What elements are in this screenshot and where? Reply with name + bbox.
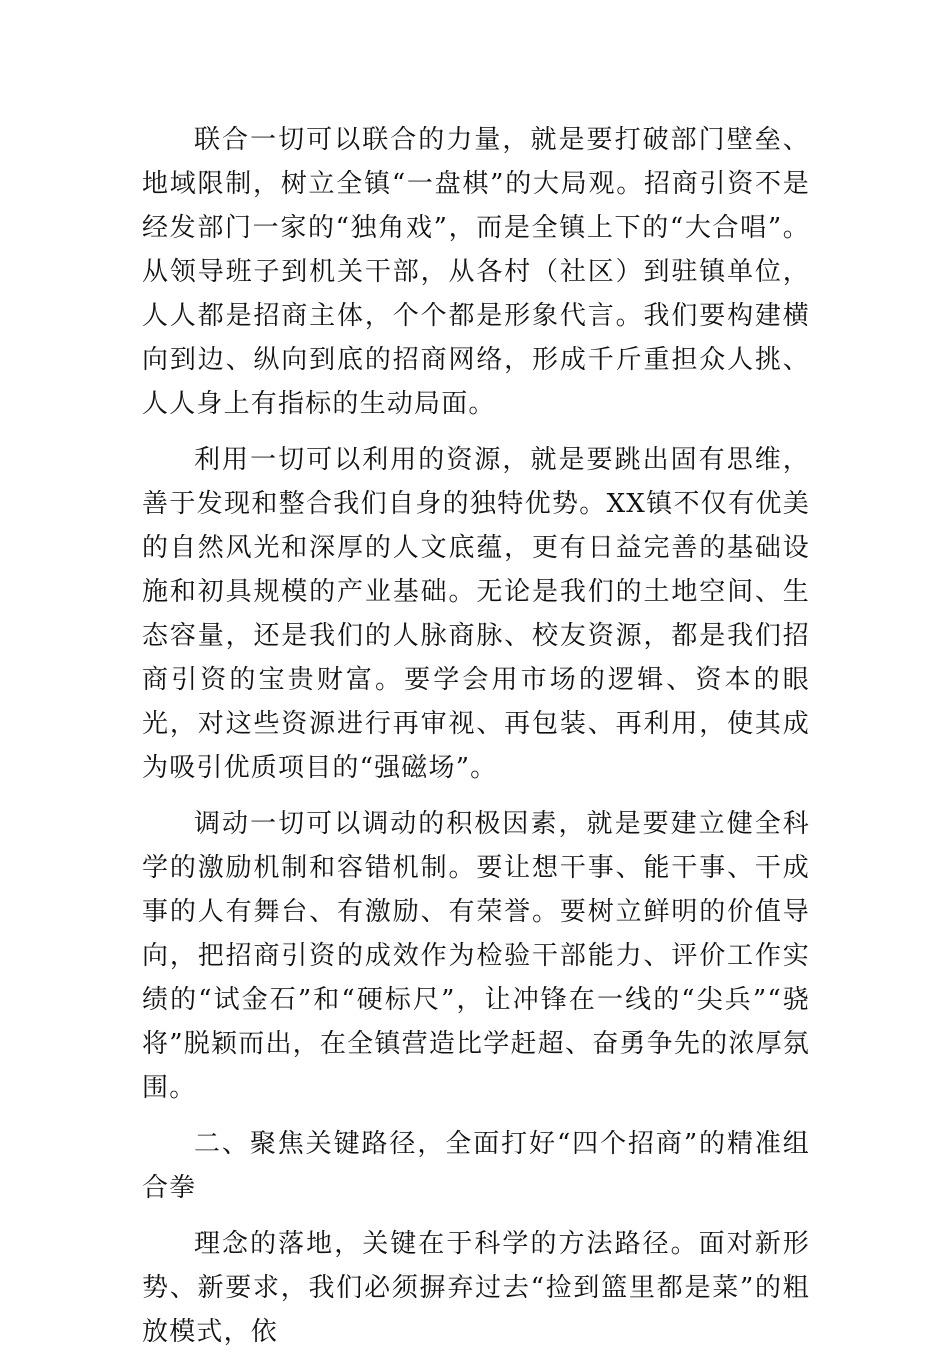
section-heading: 二、聚焦关键路径，全面打好“四个招商”的精准组合拳: [142, 1129, 810, 1203]
document-body: [142, 118, 810, 1366]
paragraph-method-path: 理念的落地，关键在于科学的方法路径。面对新形势、新要求，我们必须摒弃过去“捡到篮里都是菜”的粗放模式，依: [142, 1229, 810, 1347]
paragraph-unite-forces: 联合一切可以联合的力量，就是要打破部门壁垒、地域限制，树立全镇“一盘棋”的大局观。招商引资不是经发部门一家的“独角戏”，而是全镇上下的“大合唱”。从领导班子到机关干部，从各村（社区）到驻镇单位，人人都是招商主体，个个都是形象代言。我们要构建横向到边、纵向到底的招商网络，形成千斤重担众人挑、人人身上有指标的生动局面。: [142, 125, 810, 419]
paragraph-mobilize-factors: 调动一切可以调动的积极因素，就是要建立健全科学的激励机制和容错机制。要让想干事、能干事、干成事的人有舞台、有激励、有荣誉。要树立鲜明的价值导向，把招商引资的成效作为检验干部能力、评价工作实绩的“试金石”和“硬标尺”，让冲锋在一线的“尖兵”“骁将”脱颖而出，在全镇营造比学赶超、奋勇争先的浓厚氛围。: [142, 809, 810, 1103]
paragraph-use-resources: 利用一切可以利用的资源，就是要跳出固有思维，善于发现和整合我们自身的独特优势。XX镇不仅有优美的自然风光和深厚的人文底蕴，更有日益完善的基础设施和初具规模的产业基础。无论是我们的土地空间、生态容量，还是我们的人脉商脉、校友资源，都是我们招商引资的宝贵财富。要学会用市场的逻辑、资本的眼光，对这些资源进行再审视、再包装、再利用，使其成为吸引优质项目的“强磁场”。: [142, 445, 810, 783]
